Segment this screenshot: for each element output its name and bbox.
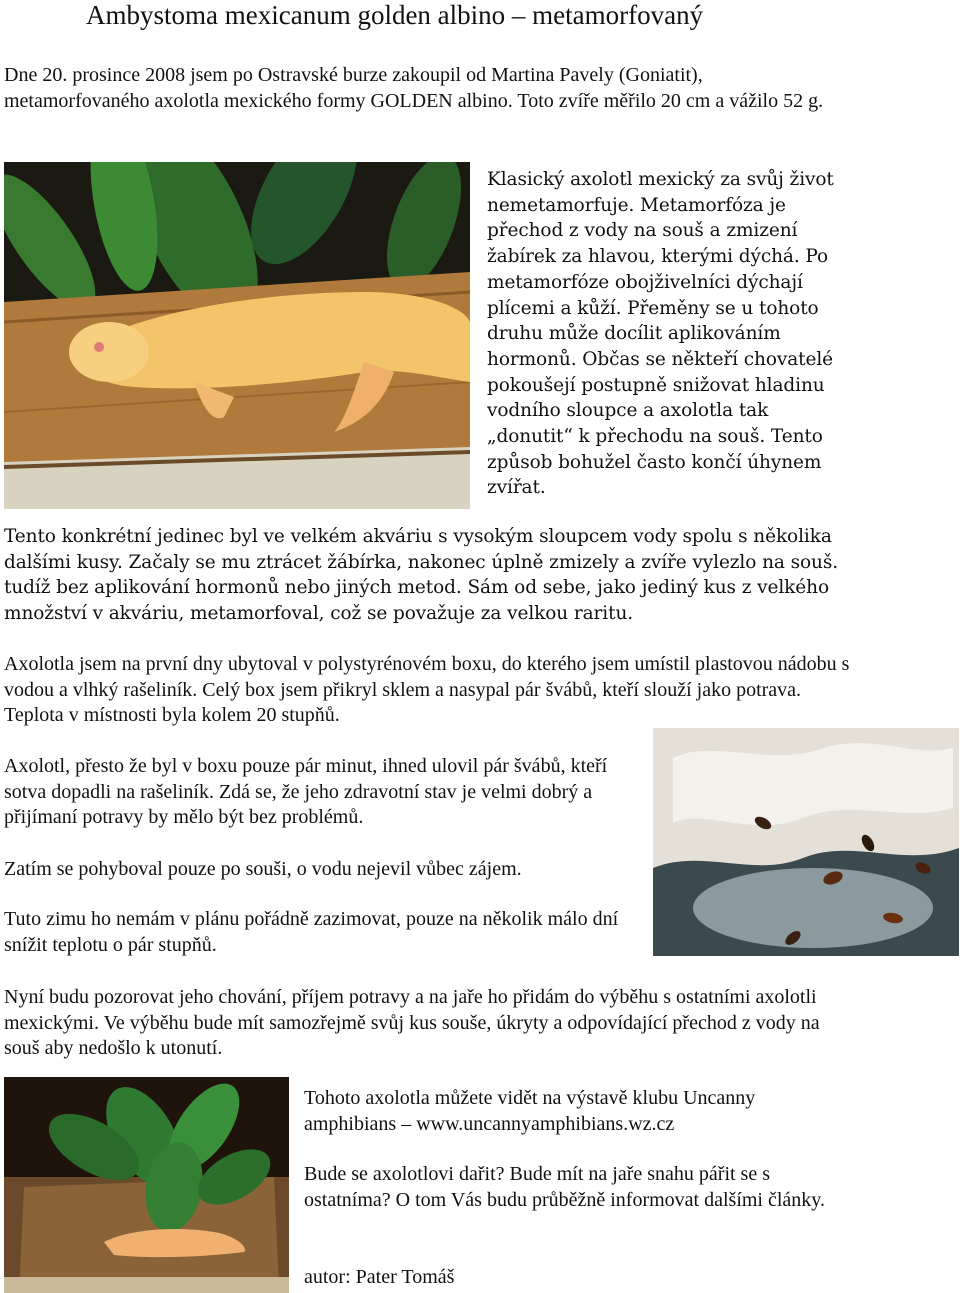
paragraph-plans: Nyní budu pozorovat jeho chování, příjem potravy a na jaře ho přidám do výběhu s ostatními axolotli mexickými. Ve výběhu bude mít samozřejmě svůj kus souše, úkryty a odpovídající přechod z vody na souš aby nedošlo k utonutí. [4,986,820,1060]
paragraph-individual: Tento konkrétní jedinec byl ve velkém akváriu s vysokým sloupcem vody spolu s několika dalšími kusy. Začaly se mu ztrácet žábírka, nakonec úplně zmizely a zvíře vylezlo na souš. tudíž bez aplikování hormonů nebo jiných metod. Sám od sebe, jako jediný kus z velkého množství v akváriu, metamorfoval, což se považuje za velkou raritu. [4,526,839,625]
paragraph-housing: Axolotla jsem na první dny ubytoval v polystyrénovém boxu, do kterého jsem umístil plastovou nádobu s vodou a vlhký rašeliník. Celý box jsem přikryl sklem a nasypal pár švábů, kteří slouží jako potrava. Teplota v místnosti byla kolem 20 stupňů. [4,653,850,727]
page-title: Ambystoma mexicanum golden albino – metamorfovaný [86,0,704,30]
paragraph-behavior: Zatím se pohyboval pouze po souši, o vodu nejevil vůbec zájem. [4,858,522,880]
side-paragraph-metamorphosis: Klasický axolotl mexický za svůj život nemetamorfuje. Metamorfóza je přechod z vody na souš a zmizení žabírek za hlavou, kterými dýchá. Po metamorfóze obojživelníci dýchají plícemi a kůží. Přeměny se u tohoto druhu může docílit aplikováním hormonů. Občas se někteří chovatelé pokoušejí postupně snižovat hladinu vodního sloupce a axolotla tak „donutit“ k přechodu na souš. Tento způsob bohužel často končí úhynem zvířat. [487,169,834,499]
axolotl-photo-main [4,162,470,509]
paragraph-winter: Tuto zimu ho nemám v plánu pořádně zazimovat, pouze na několik málo dní snížit teplotu o pár stupňů. [4,908,619,956]
paragraph-question: Bude se axolotlovi dařit? Bude mít na jaře snahu pářit se s ostatníma? O tom Vás budu průběžně informovat dalšími články. [304,1163,825,1211]
author-line: autor: Pater Tomáš [304,1266,455,1288]
intro-paragraph: Dne 20. prosince 2008 jsem po Ostravské burze zakoupil od Martina Pavely (Goniatit), metamorfovaného axolotla mexického formy GOLDEN albino. Toto zvíře měřilo 20 cm a vážilo 52 g. [4,64,824,112]
cockroaches-photo [653,728,959,956]
paragraph-exhibition: Tohoto axolotla můžete vidět na výstavě klubu Uncanny amphibians – www.uncannyamphibians.wz.cz [304,1087,756,1135]
terrarium-photo [4,1077,289,1293]
paragraph-feeding: Axolotl, přesto že byl v boxu pouze pár minut, ihned ulovil pár švábů, kteří sotva dopadli na rašeliník. Zdá se, že jeho zdravotní stav je velmi dobrý a přijímaní potravy by mělo být bez problémů. [4,755,608,829]
